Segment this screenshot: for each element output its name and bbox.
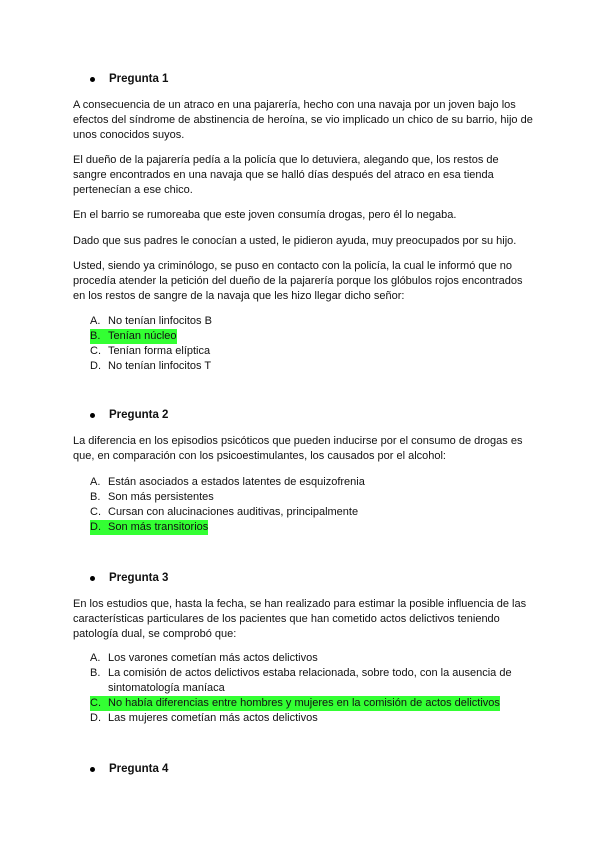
option-a: A. Están asociados a estados latentes de esquizofrenia [90,476,365,488]
option-text: Cursan con alucinaciones auditivas, principalmente [108,506,359,518]
option-text: Tenían núcleo [108,330,177,342]
question-2-paragraph-1: La diferencia en los episodios psicóticos que pueden inducirse por el consumo de drogas es que, en comparación con los psicoestimulantes, los causados por el alcohol: [73,435,523,462]
option-text: No tenían linfocitos B [108,315,212,327]
option-text: Son más persistentes [108,491,214,503]
option-d-correct: D. Son más transitorios [90,521,209,533]
option-text: Las mujeres cometían más actos delictivos [108,712,318,724]
question-1-paragraph-2: El dueño de la pajarería pedía a la policía que lo detuviera, alegando que, los restos de sangre encontrados en una navaja que se halló días después del atraco en esa tienda pertenecían a ese chico. [73,154,499,196]
option-text: La comisión de actos delictivos estaba relacionada, sobre todo, con la ausencia de sintomatología maníaca [108,667,512,694]
option-b: B. Son más persistentes [90,491,214,503]
question-1-paragraph-3: En el barrio se rumoreaba que este joven consumía drogas, pero él lo negaba. [73,209,457,221]
question-4-heading [90,762,168,777]
bullet-icon [90,77,95,82]
option-c: C. Tenían forma elíptica [90,345,211,357]
option-text: Están asociados a estados latentes de esquizofrenia [108,476,365,488]
option-a: A. Los varones cometían más actos delictivos [90,652,318,664]
option-text: Son más transitorios [108,521,209,533]
question-2-heading [90,408,168,423]
option-c-correct: C. No había diferencias entre hombres y mujeres en la comisión de actos delictivos [90,697,500,709]
question-3-heading [90,571,168,586]
option-d: D. No tenían linfocitos T [90,360,212,372]
option-text: No tenían linfocitos T [108,360,212,372]
bullet-icon [90,413,95,418]
option-c: C. Cursan con alucinaciones auditivas, principalmente [90,506,359,518]
bullet-icon [90,576,95,581]
question-3-title: Pregunta 3 [109,572,169,584]
option-text: Tenían forma elíptica [108,345,211,357]
question-3-paragraph-1: En los estudios que, hasta la fecha, se han realizado para estimar la posible influencia de las características particulares de los pacientes que han cometido actos delictivos teniendo patología dual, se comprobó que: [73,598,527,640]
question-2-title: Pregunta 2 [109,409,169,421]
option-b-correct: B. Tenían núcleo [90,330,177,342]
question-1-options [90,314,530,374]
option-a: A. No tenían linfocitos B [90,315,212,327]
question-1-heading [90,72,168,87]
question-1-paragraph-1: A consecuencia de un atraco en una pajarería, hecho con una navaja por un joven bajo los efectos del síndrome de abstinencia de heroína, se vio implicado un chico de su barrio, hijo de unos conocidos suyos. [73,99,533,141]
option-b: B. La comisión de actos delictivos estaba relacionada, sobre todo, con la ausencia de sintomatología maníaca [90,666,530,696]
option-d: D. Las mujeres cometían más actos delictivos [90,712,318,724]
question-1-paragraph-5: Usted, siendo ya criminólogo, se puso en contacto con la policía, la cual le informó que no procedía atender la petición del dueño de la pajarería porque los glóbulos rojos encontrados en los restos de sangre de la navaja que les hizo llegar dicho señor: [73,260,523,302]
question-4-title: Pregunta 4 [109,763,169,775]
question-1-paragraph-4: Dado que sus padres le conocían a usted, le pidieron ayuda, muy preocupados por su hijo. [73,235,517,247]
option-text: No había diferencias entre hombres y mujeres en la comisión de actos delictivos [108,697,500,709]
question-2-options [90,475,530,535]
question-1-title: Pregunta 1 [109,73,169,85]
option-text: Los varones cometían más actos delictivos [108,652,318,664]
bullet-icon [90,767,95,772]
question-3-options [90,651,530,726]
